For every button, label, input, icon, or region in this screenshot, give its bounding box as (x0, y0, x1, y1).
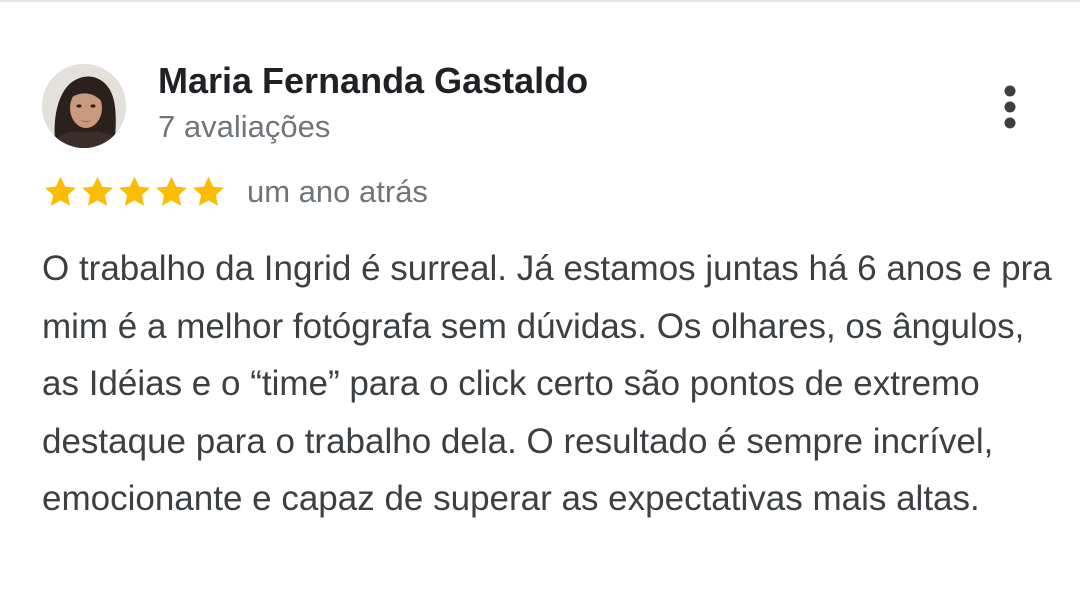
star-icon (116, 174, 153, 210)
more-options-button[interactable] (990, 82, 1030, 134)
review-text: O trabalho da Ingrid é surreal. Já estamos juntas há 6 anos e pra mim é a melhor fotógrafa sem dúvidas. Os olhares, os ângulos, as Idéias e o “time” para o click certo são pontos de extremo destaque para o trabalho dela. O resultado é sempre incrível, emocionante e capaz de superar as expectativas mais altas. (42, 249, 1052, 519)
author-review-count[interactable]: 7 avaliações (158, 109, 331, 144)
rating-row (42, 170, 428, 214)
avatar-photo-icon (42, 64, 126, 148)
review-time: um ano atrás (247, 174, 428, 209)
star-icon (42, 174, 79, 210)
star-icon (79, 174, 116, 210)
star-icon (190, 174, 227, 210)
author-name[interactable]: Maria Fernanda Gastaldo (158, 60, 589, 101)
more-vert-icon (990, 82, 1030, 134)
star-icon (153, 174, 190, 210)
author-avatar[interactable] (42, 64, 126, 148)
star-rating (42, 170, 227, 214)
